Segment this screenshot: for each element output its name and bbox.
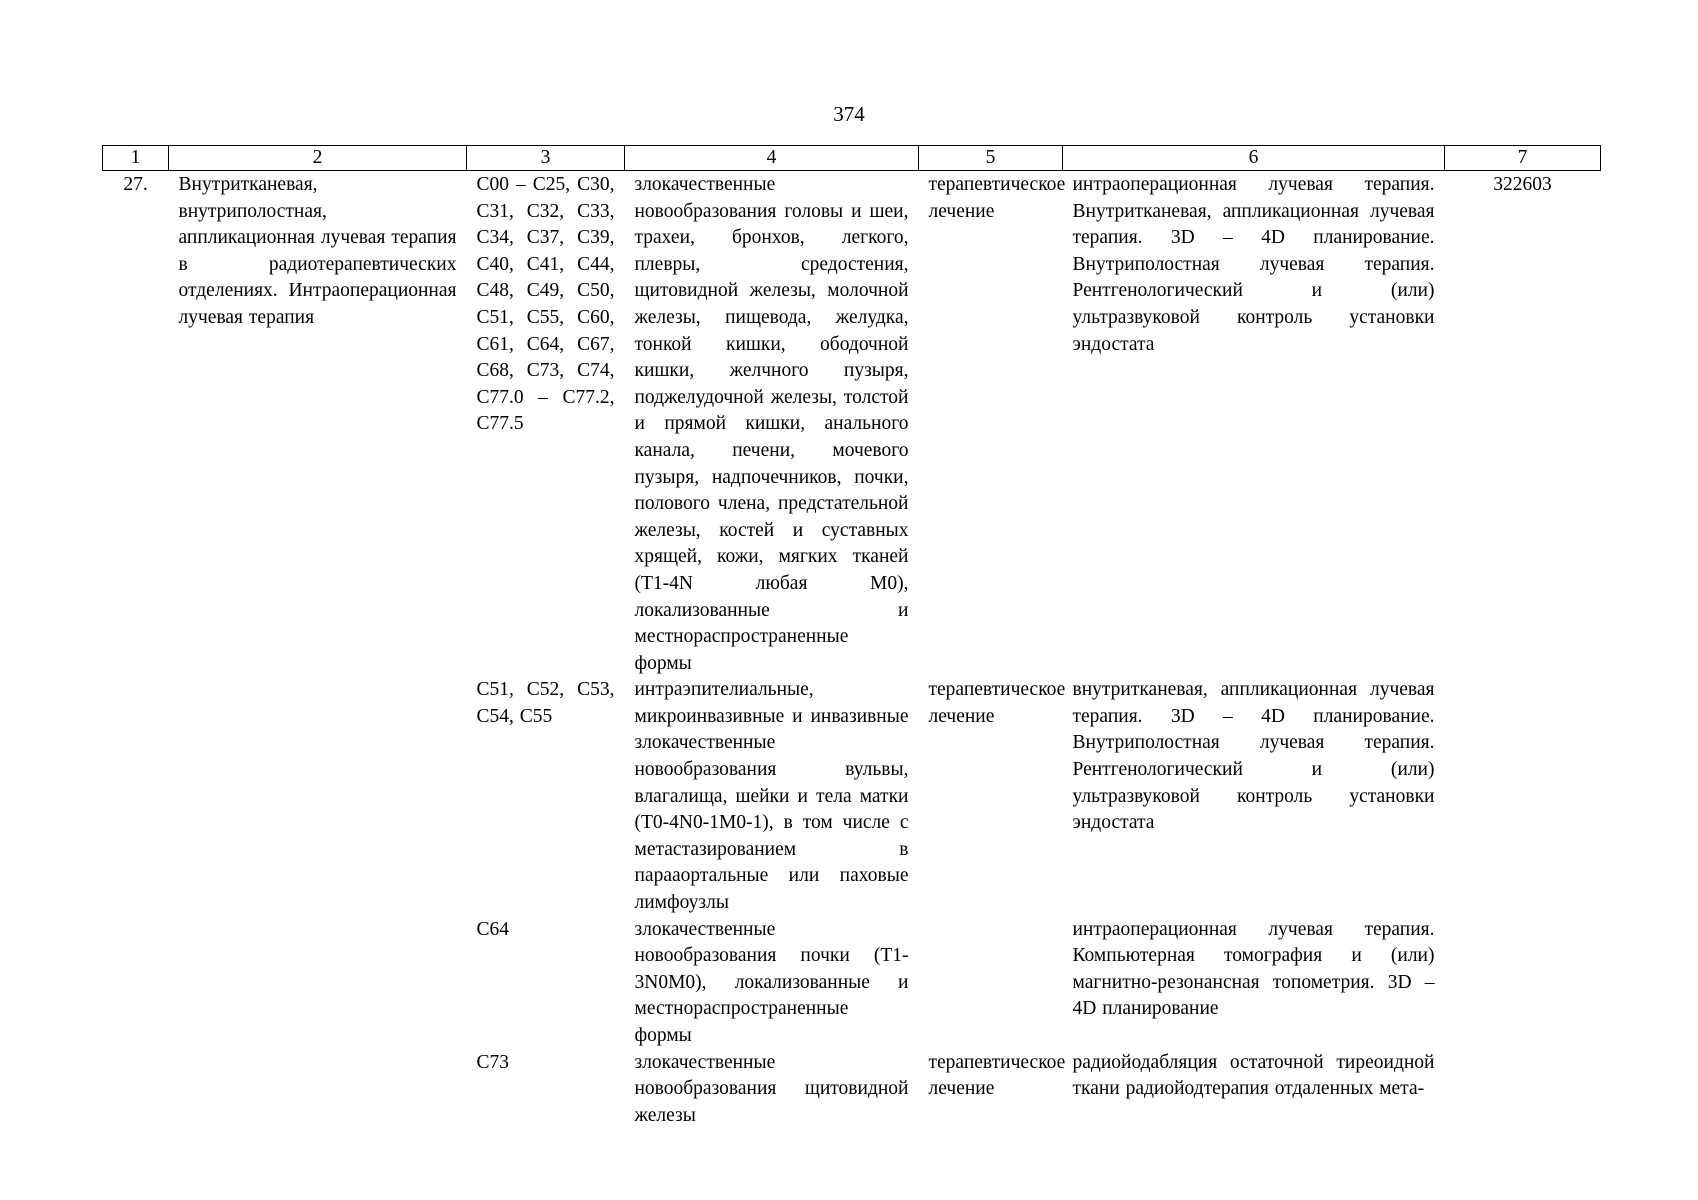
treatment-type: терапевтическое лечение	[928, 1051, 1066, 1100]
page-number: 374	[833, 102, 865, 126]
treatment-type: терапевтическое лечение	[928, 679, 1066, 727]
medical-care-table	[102, 145, 1601, 1129]
diagnosis-model: интраэпителиальные, микроинвазивные и инвазивные злокачественные новообразования вульвы, влагалища, шейки и тела матки (T0-4N0-1M0-1), в том числе с метастазированием в парааортальные или паховые лимфоузлы	[634, 679, 909, 914]
treatment-method: радиойодабляция остаточной тиреоидной ткани радиойодтерапия отдаленных мета-	[1072, 1051, 1435, 1100]
icd-codes: C00 – C25, C30, C31, C32, C33, C34, C37, C39, C40, C41, C44, C48, C49, C50, C51, C55, C60, C61, C64, C67, C68, C73, C74, C77.0 – C77.2, C77.5	[476, 174, 615, 435]
standard-cost	[1445, 917, 1601, 1050]
standard-cost: 322603	[1493, 174, 1552, 195]
column-header: 4	[625, 146, 919, 171]
table-row	[103, 677, 1601, 916]
row-number	[103, 1050, 169, 1130]
treatment-method: интраоперационная лучевая терапия. Внутритканевая, аппликационная лучевая терапия. 3D – 4D планирование. Внутриполостная лучевая терапия. Рентгенологический и (или) ультразвуковой контроль установки эндостата	[1072, 174, 1435, 355]
column-header: 6	[1063, 146, 1445, 171]
icd-codes: C64	[476, 918, 510, 940]
column-header: 7	[1445, 146, 1601, 171]
row-number	[103, 677, 169, 916]
column-header: 2	[169, 146, 467, 171]
column-header: 5	[919, 146, 1063, 171]
table-row	[103, 1050, 1601, 1130]
standard-cost	[1445, 677, 1601, 916]
table-row	[103, 171, 1601, 678]
diagnosis-model: злокачественные новообразования щитовидной железы	[634, 1051, 909, 1126]
icd-codes: C73	[476, 1051, 510, 1073]
care-type-name	[169, 917, 467, 1050]
care-type-name	[169, 677, 467, 916]
treatment-method: интраоперационная лучевая терапия. Компьютерная томография и (или) магнитно-резонансная топометрия. 3D – 4D планирование	[1072, 918, 1435, 1020]
row-number: 27.	[123, 174, 148, 195]
row-number	[103, 917, 169, 1050]
icd-codes: C51, C52, C53, C54, C55	[476, 679, 615, 727]
table-row	[103, 917, 1601, 1050]
treatment-type: терапевтическое лечение	[928, 174, 1066, 222]
column-number-row	[103, 146, 1601, 171]
treatment-type	[919, 917, 1063, 1050]
care-type-name	[169, 1050, 467, 1130]
diagnosis-model: злокачественные новообразования головы и шеи, трахеи, бронхов, легкого, плевры, средостения, щитовидной железы, молочной железы, пищевода, желудка, тонкой кишки, ободочной кишки, желчного пузыря, поджелудочной железы, толстой и прямой кишки, анального канала, печени, мочевого пузыря, надпочечников, почки, полового члена, предстательной железы, костей и суставных хрящей, кожи, мягких тканей (T1-4N любая M0), локализованные и местнораспространенные формы	[634, 174, 909, 674]
column-header: 3	[467, 146, 625, 171]
treatment-method: внутритканевая, аппликационная лучевая терапия. 3D – 4D планирование. Внутриполостная лучевая терапия. Рентгенологический и (или) ультразвуковой контроль установки эндостата	[1072, 679, 1435, 834]
column-header: 1	[103, 146, 169, 171]
care-type-name: Внутритканевая, внутриполостная, аппликационная лучевая терапия в радиотерапевтических отделениях. Интраоперационная лучевая терапия	[178, 174, 457, 328]
standard-cost	[1445, 1050, 1601, 1130]
diagnosis-model: злокачественные новообразования почки (T1-3N0M0), локализованные и местнораспространенные формы	[634, 918, 909, 1046]
